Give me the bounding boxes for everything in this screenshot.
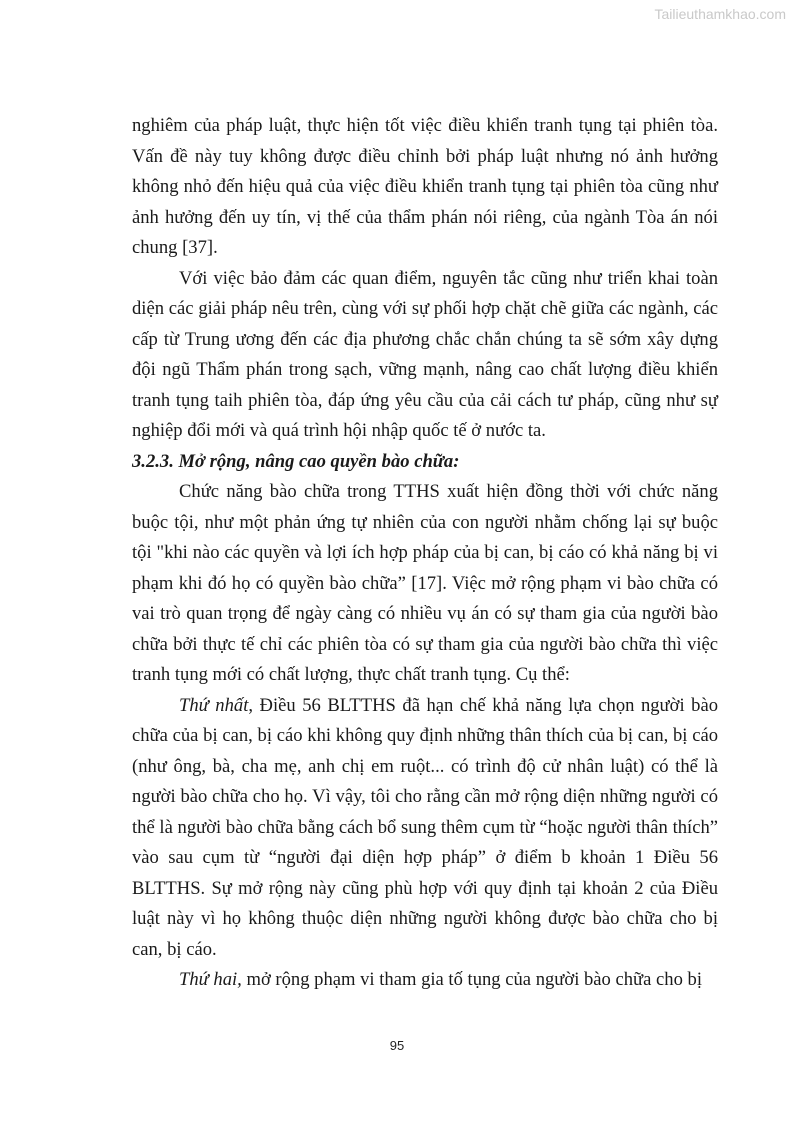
- paragraph-4: [132, 691, 718, 966]
- watermark: Tailieuthamkhao.com: [654, 6, 786, 22]
- section-heading: 3.2.3. Mở rộng, nâng cao quyền bào chữa:: [132, 450, 460, 472]
- document-body: [132, 111, 718, 996]
- paragraph-2: Với việc bảo đảm các quan điểm, nguyên tắc cũng như triển khai toàn diện các giải pháp nêu trên, cùng với sự phối hợp chặt chẽ giữa các ngành, các cấp từ Trung ương đến các địa phương chắc chắn chúng ta sẽ sớm xây dựng đội ngũ Thẩm phán trong sạch, vững mạnh, nâng cao chất lượng điều khiển tranh tụng taih phiên tòa, đáp ứng yêu cầu của cải cách tư pháp, cũng như sự nghiệp đổi mới và quá trình hội nhập quốc tế ở nước ta.: [132, 267, 718, 441]
- paragraph-4-lead: Thứ nhất: [179, 694, 249, 716]
- paragraph-5-text: mở rộng phạm vi tham gia tố tụng của người bào chữa cho bị: [241, 969, 702, 990]
- page-number: 95: [389, 1038, 405, 1053]
- paragraph-1: nghiêm của pháp luật, thực hiện tốt việc điều khiển tranh tụng tại phiên tòa. Vấn đề này tuy không được điều chỉnh bởi pháp luật nhưng nó ảnh hưởng không nhỏ đến hiệu quả của việc điều khiển tranh tụng tại phiên tòa cũng như ảnh hưởng đến uy tín, vị thế của thẩm phán nói riêng, của ngành Tòa án nói chung [37].: [132, 115, 718, 258]
- paragraph-5: [132, 965, 718, 996]
- paragraph-5-lead: Thứ hai,: [179, 969, 242, 990]
- paragraph-3: Chức năng bào chữa trong TTHS xuất hiện đồng thời với chức năng buộc tội, như một phản ứng tự nhiên của con người nhằm chống lại sự buộc tội "khi nào các quyền và lợi ích hợp pháp của bị can, bị cáo có khả năng bị vi phạm khi đó họ có quyền bào chữa” [17]. Việc mở rộng phạm vi bào chữa có vai trò quan trọng để ngày càng có nhiều vụ án có sự tham gia của người bào chữa bởi thực tế chỉ các phiên tòa có sự tham gia của người bào chữa thì việc tranh tụng mới có chất lượng, thực chất tranh tụng. Cụ thể:: [132, 481, 718, 685]
- paragraph-4-text: , Điều 56 BLTTHS đã hạn chế khả năng lựa chọn người bào chữa của bị can, bị cáo khi không quy định những thân thích của bị can, bị cáo (như ông, bà, cha mẹ, anh chị em ruột... có trình độ cử nhân luật) có thể là người bào chữa cho họ. Vì vậy, tôi cho rằng cần mở rộng diện những người có thể là người bào chữa bằng cách bổ sung thêm cụm từ “hoặc người thân thích” vào sau cụm từ “người đại diện hợp pháp” ở điểm b khoản 1 Điều 56 BLTTHS. Sự mở rộng này cũng phù hợp với quy định tại khoản 2 của Điều luật này vì họ không thuộc diện những người không được bào chữa cho bị can, bị cáo.: [132, 694, 718, 960]
